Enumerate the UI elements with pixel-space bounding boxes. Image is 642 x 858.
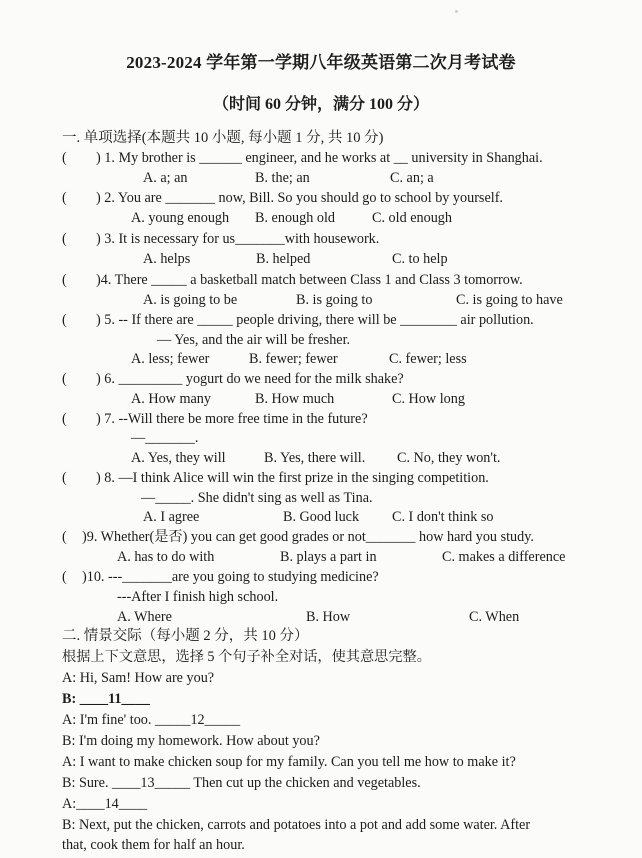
answer-paren: ( (62, 371, 67, 387)
answer-paren: ( (62, 150, 67, 166)
question-stem: ) 2. You are _______ now, Bill. So you should go to school by yourself. (96, 190, 503, 206)
option-b: B. How much (255, 391, 335, 407)
option-b: B. How (306, 609, 351, 625)
option-a: A. Yes, they will (131, 450, 226, 466)
answer-paren: ( (62, 231, 67, 247)
question-stem: )9. Whether(是否) you can get good grades or not_______ how hard you study. (82, 529, 534, 545)
question-stem: ) 6. _________ yogurt do we need for the milk shake? (96, 371, 404, 387)
option-a: A. a; an (143, 170, 188, 186)
question-response: — Yes, and the air will be fresher. (157, 332, 351, 348)
exam-title: 2023-2024 学年第一学期八年级英语第二次月考试卷 (126, 53, 516, 72)
option-c: C. No, they won't. (397, 450, 501, 466)
question-stem: ) 5. -- If there are _____ people driving, there will be ________ air pollution. (96, 312, 534, 328)
option-c: C. an; a (390, 170, 434, 186)
option-a: A. I agree (143, 509, 200, 525)
option-c: C. How long (392, 391, 465, 407)
option-a: A. less; fewer (131, 351, 210, 367)
question-stem: ) 8. —I think Alice will win the first prize in the singing competition. (96, 470, 489, 486)
section2-heading: 二. 情景交际（每小题 2 分，共 10 分） (62, 628, 309, 644)
question-stem: )4. There _____ a basketball match between Class 1 and Class 3 tomorrow. (96, 272, 523, 288)
option-b: B. Yes, there will. (264, 450, 366, 466)
answer-paren: ( (62, 312, 67, 328)
option-b: B. is going to (296, 292, 373, 308)
question-stem: )10. ---_______are you going to studying medicine? (82, 569, 379, 585)
option-a: A. helps (143, 251, 191, 267)
option-c: C. to help (392, 251, 448, 267)
dialogue-line: A:____14____ (62, 796, 148, 812)
dialogue-line: A: Hi, Sam! How are you? (62, 670, 215, 686)
option-a: A. young enough (131, 210, 230, 226)
answer-paren: ( (62, 529, 67, 545)
answer-paren: ( (62, 190, 67, 206)
option-c: C. old enough (372, 210, 452, 226)
option-a: A. Where (117, 609, 172, 625)
option-b: B. enough old (255, 210, 335, 226)
option-b: B. the; an (255, 170, 310, 186)
dialogue-line: B: ____11____ (62, 691, 150, 707)
section1-heading: 一. 单项选择(本题共 10 小题, 每小题 1 分, 共 10 分) (62, 130, 384, 146)
option-c: C. makes a difference (442, 549, 566, 565)
option-b: B. helped (256, 251, 311, 267)
question-response: —_____. She didn't sing as well as Tina. (141, 490, 373, 506)
answer-paren: ( (62, 272, 67, 288)
dialogue-line: A: I want to make chicken soup for my family. Can you tell me how to make it? (62, 754, 516, 770)
option-c: C. is going to have (456, 292, 563, 308)
answer-paren: ( (62, 569, 67, 585)
scan-speck (455, 10, 458, 13)
answer-paren: ( (62, 411, 67, 427)
option-a: A. is going to be (143, 292, 238, 308)
answer-paren: ( (62, 470, 67, 486)
question-stem: ) 1. My brother is ______ engineer, and he works at __ university in Shanghai. (96, 150, 543, 166)
option-a: A. How many (131, 391, 211, 407)
dialogue-line: that, cook them for half an hour. (62, 837, 245, 853)
question-response: ---After I finish high school. (117, 589, 279, 605)
option-a: A. has to do with (117, 549, 215, 565)
question-stem: ) 7. --Will there be more free time in the future? (96, 411, 368, 427)
dialogue-line: A: I'm fine' too. _____12_____ (62, 712, 241, 728)
dialogue-line: B: Sure. ____13_____ Then cut up the chicken and vegetables. (62, 775, 421, 791)
option-c: C. I don't think so (392, 509, 494, 525)
section2-instruction: 根据上下文意思，选择 5 个句子补全对话，使其意思完整。 (62, 649, 431, 665)
option-c: C. When (469, 609, 520, 625)
option-c: C. fewer; less (389, 351, 467, 367)
dialogue-line: B: Next, put the chicken, carrots and potatoes into a pot and add some water. After (62, 817, 531, 833)
option-b: B. plays a part in (280, 549, 377, 565)
exam-subtitle: （时间 60 分钟，满分 100 分） (212, 96, 429, 113)
question-response: —_______. (131, 430, 199, 446)
question-stem: ) 3. It is necessary for us_______with housework. (96, 231, 380, 247)
dialogue-line: B: I'm doing my homework. How about you? (62, 733, 320, 749)
option-b: B. fewer; fewer (249, 351, 338, 367)
option-b: B. Good luck (283, 509, 360, 525)
